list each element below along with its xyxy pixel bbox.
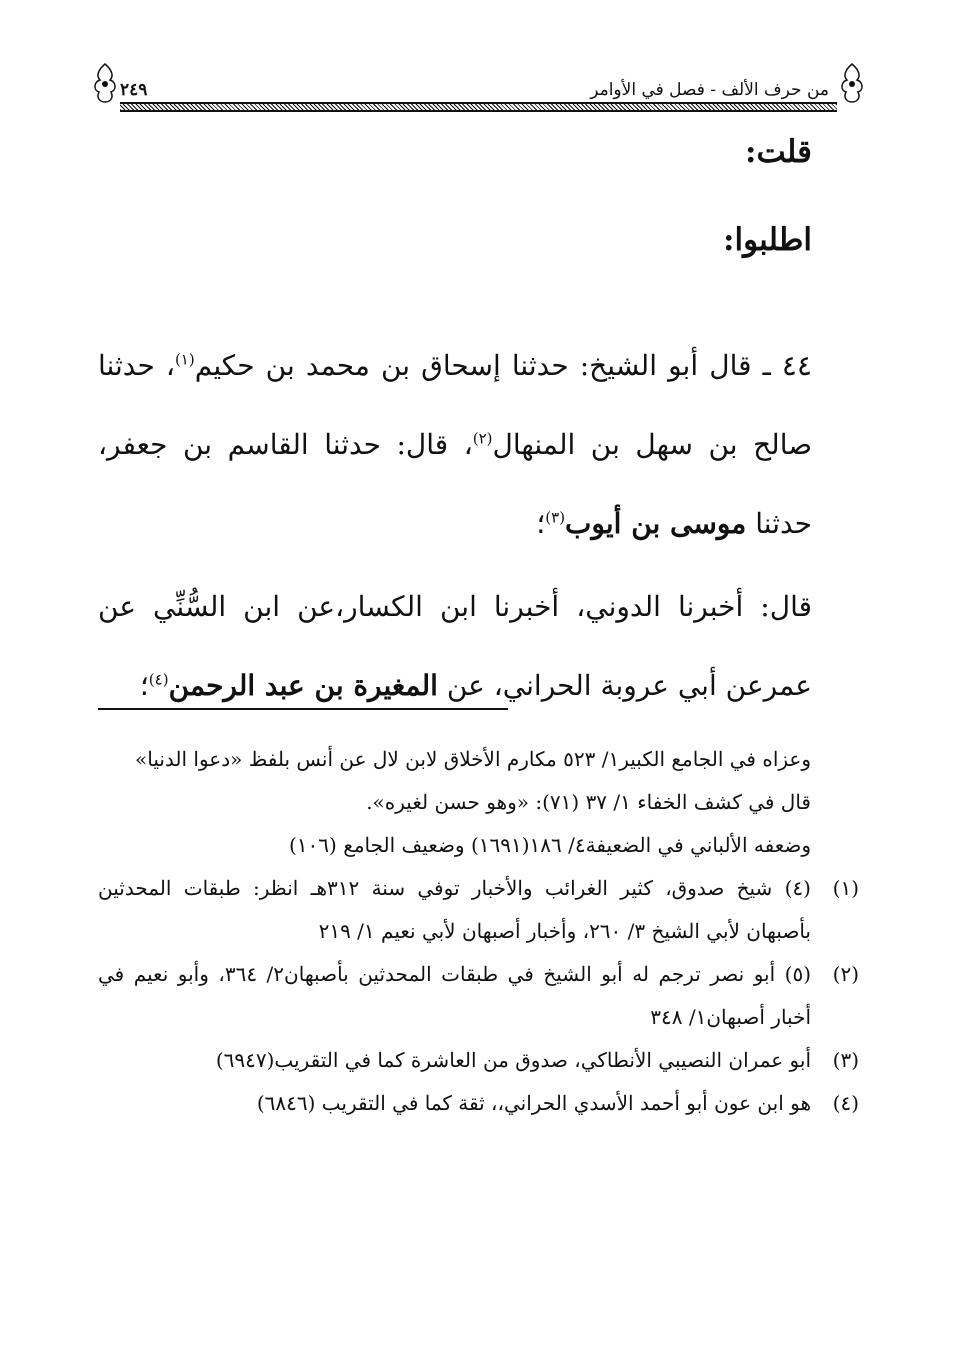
- hadith-isnad-paragraph: [98, 326, 812, 563]
- ornament-icon: [837, 62, 867, 104]
- header-title: من حرف الألف - فصل في الأوامر: [590, 80, 829, 100]
- footnote-text: (٤) شيخ صدوق، كثير الغرائب والأخبار توفي سنة ٣١٢هـ انظر: طبقات المحدثين بأصبهان لأبي الشيخ ٣/ ٢٦٠، وأخبار أصبهان لأبي نعيم ١/ ٢١٩: [98, 876, 811, 943]
- footnote-continuation: [98, 738, 867, 867]
- chain-paragraph: [98, 567, 812, 725]
- ornament-icon: [90, 62, 120, 104]
- footnote-line: قال في كشف الخفاء ١/ ٣٧ (٧١): «وهو حسن لغيره».: [366, 790, 811, 814]
- narrator-name: المغيرة بن عبد الرحمن: [168, 669, 438, 702]
- footnote-ref[interactable]: (٣): [545, 508, 566, 527]
- footnote-ref[interactable]: (٤): [148, 670, 169, 689]
- chain-text: ؛: [139, 669, 149, 702]
- footnote-item: [98, 1082, 867, 1125]
- running-header: [92, 60, 865, 110]
- footnote-line: وضعفه الألباني في الضعيفة٤/ ١٨٦(١٦٩١) وضعيف الجامع (١٠٦): [288, 833, 811, 857]
- chain-text: قال: أخبرنا الدوني، أخبرنا ابن الكسار،عن ابن السُّنِّي عن عمرعن أبي عروبة الحراني، عن: [98, 590, 812, 702]
- narrator-name: موسى بن أيوب: [565, 507, 747, 540]
- isnad-text: ، قال: حدثنا القاسم بن جعفر، حدثنا: [98, 428, 812, 540]
- page-number: ٢٤٩: [120, 80, 148, 100]
- footnote-text: أبو عمران النصيبي الأنطاكي، صدوق من العاشرة كما في التقريب(٦٩٤٧): [215, 1048, 811, 1072]
- footnote-item: [98, 953, 867, 1039]
- heading-utlubu: اطلبوا:: [723, 222, 812, 258]
- footnote-item: [98, 1039, 867, 1082]
- footnote-number: (٢): [832, 962, 859, 986]
- footnotes: [98, 738, 867, 1125]
- footnote-separator: [98, 708, 508, 710]
- heading-qult: قلت:: [745, 134, 812, 170]
- footnote-text: هو ابن عون أبو أحمد الأسدي الحراني،، ثقة كما في التقريب (٦٨٤٦): [256, 1091, 811, 1115]
- footnote-item: [98, 867, 867, 953]
- footnote-number: (٤): [832, 1091, 859, 1115]
- isnad-text: ؛: [536, 507, 546, 540]
- footnote-line: وعزاه في الجامع الكبير١/ ٥٢٣ مكارم الأخلاق لابن لال عن أنس بلفظ «دعوا الدنيا»: [134, 747, 811, 771]
- footnote-number: (٣): [832, 1048, 859, 1072]
- footnote-ref[interactable]: (١): [174, 350, 195, 369]
- isnad-text: ، حدثنا صالح بن سهل بن المنهال: [98, 349, 813, 461]
- footnote-ref[interactable]: (٢): [472, 429, 493, 448]
- header-rule: [120, 102, 837, 112]
- footnote-text: (٥) أبو نصر ترجم له أبو الشيخ في طبقات المحدثين بأصبهان٢/ ٣٦٤، وأبو نعيم في أخبار أصبهان١/ ٣٤٨: [98, 962, 812, 1029]
- footnote-number: (١): [832, 876, 859, 900]
- isnad-text: ٤٤ ـ قال أبو الشيخ: حدثنا إسحاق بن محمد بن حكيم: [194, 349, 812, 382]
